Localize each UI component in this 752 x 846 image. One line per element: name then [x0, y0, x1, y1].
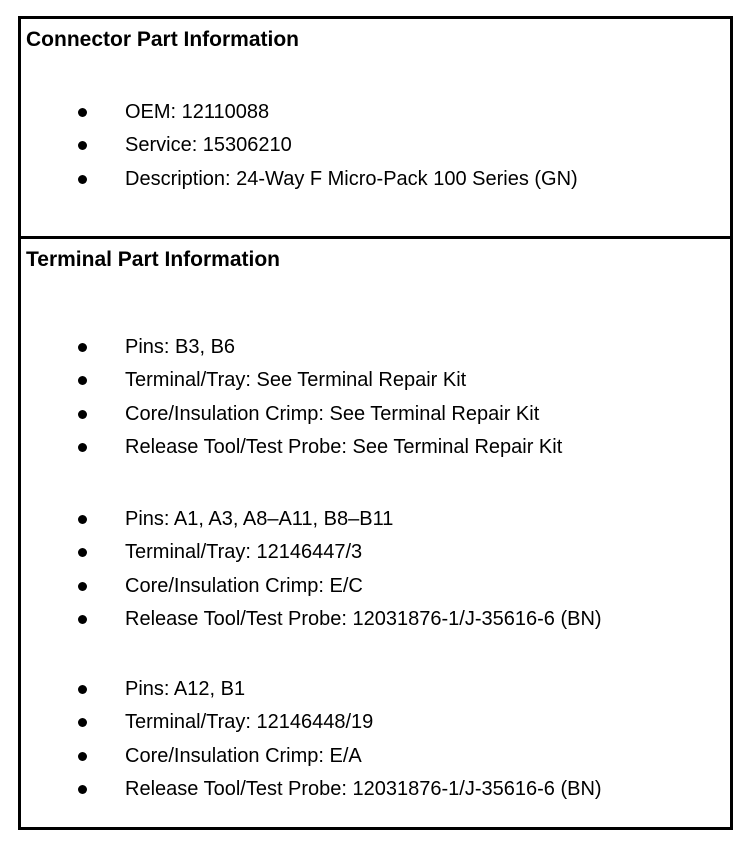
connector-section-heading: Connector Part Information — [26, 28, 300, 51]
terminal-part-information-section — [21, 239, 730, 827]
terminal-tray: Terminal/Tray: 12146447/3 — [125, 541, 363, 564]
list-item — [21, 129, 730, 162]
list-item — [21, 503, 730, 536]
terminal-crimp: Core/Insulation Crimp: E/C — [125, 574, 363, 597]
terminal-group-3-list — [21, 673, 730, 806]
terminal-pins: Pins: B3, B6 — [125, 336, 236, 358]
connector-info-list — [21, 96, 730, 196]
terminal-tray: Terminal/Tray: 12146448/19 — [125, 711, 374, 734]
terminal-group-1-list — [21, 331, 730, 464]
list-item — [21, 570, 730, 603]
connector-service: Service: 15306210 — [125, 134, 292, 157]
bullet-icon — [78, 785, 87, 794]
terminal-release-tool: Release Tool/Test Probe: See Terminal Repair Kit — [125, 435, 563, 458]
list-item — [21, 431, 730, 464]
bullet-icon — [78, 410, 87, 419]
list-item — [21, 364, 730, 397]
list-item — [21, 773, 730, 806]
bullet-icon — [78, 343, 87, 352]
terminal-crimp: Core/Insulation Crimp: See Terminal Repair Kit — [125, 402, 540, 425]
list-item — [21, 96, 730, 129]
bullet-icon — [78, 515, 87, 524]
list-item — [21, 163, 730, 196]
bullet-icon — [78, 582, 87, 591]
terminal-crimp: Core/Insulation Crimp: E/A — [125, 744, 362, 767]
bullet-icon — [78, 718, 87, 727]
list-item — [21, 740, 730, 773]
connector-part-information-section — [21, 19, 730, 238]
bullet-icon — [78, 443, 87, 452]
terminal-tray: Terminal/Tray: See Terminal Repair Kit — [125, 369, 467, 392]
list-item — [21, 536, 730, 569]
terminal-pins: Pins: A12, B1 — [125, 678, 246, 700]
connector-oem: OEM: 12110088 — [125, 101, 270, 123]
bullet-icon — [78, 108, 87, 117]
connector-description: Description: 24-Way F Micro-Pack 100 Series (GN) — [125, 167, 578, 190]
part-information-table — [18, 16, 733, 830]
terminal-release-tool: Release Tool/Test Probe: 12031876-1/J-35616-6 (BN) — [125, 607, 602, 630]
bullet-icon — [78, 615, 87, 624]
terminal-group-2-list — [21, 503, 730, 636]
bullet-icon — [78, 376, 87, 385]
terminal-section-heading: Terminal Part Information — [26, 248, 280, 271]
bullet-icon — [78, 141, 87, 150]
list-item — [21, 398, 730, 431]
bullet-icon — [78, 175, 87, 184]
terminal-pins: Pins: A1, A3, A8–A11, B8–B11 — [125, 508, 394, 530]
list-item — [21, 331, 730, 364]
list-item — [21, 603, 730, 636]
bullet-icon — [78, 548, 87, 557]
bullet-icon — [78, 752, 87, 761]
list-item — [21, 706, 730, 739]
list-item — [21, 673, 730, 706]
bullet-icon — [78, 685, 87, 694]
terminal-release-tool: Release Tool/Test Probe: 12031876-1/J-35616-6 (BN) — [125, 777, 602, 800]
